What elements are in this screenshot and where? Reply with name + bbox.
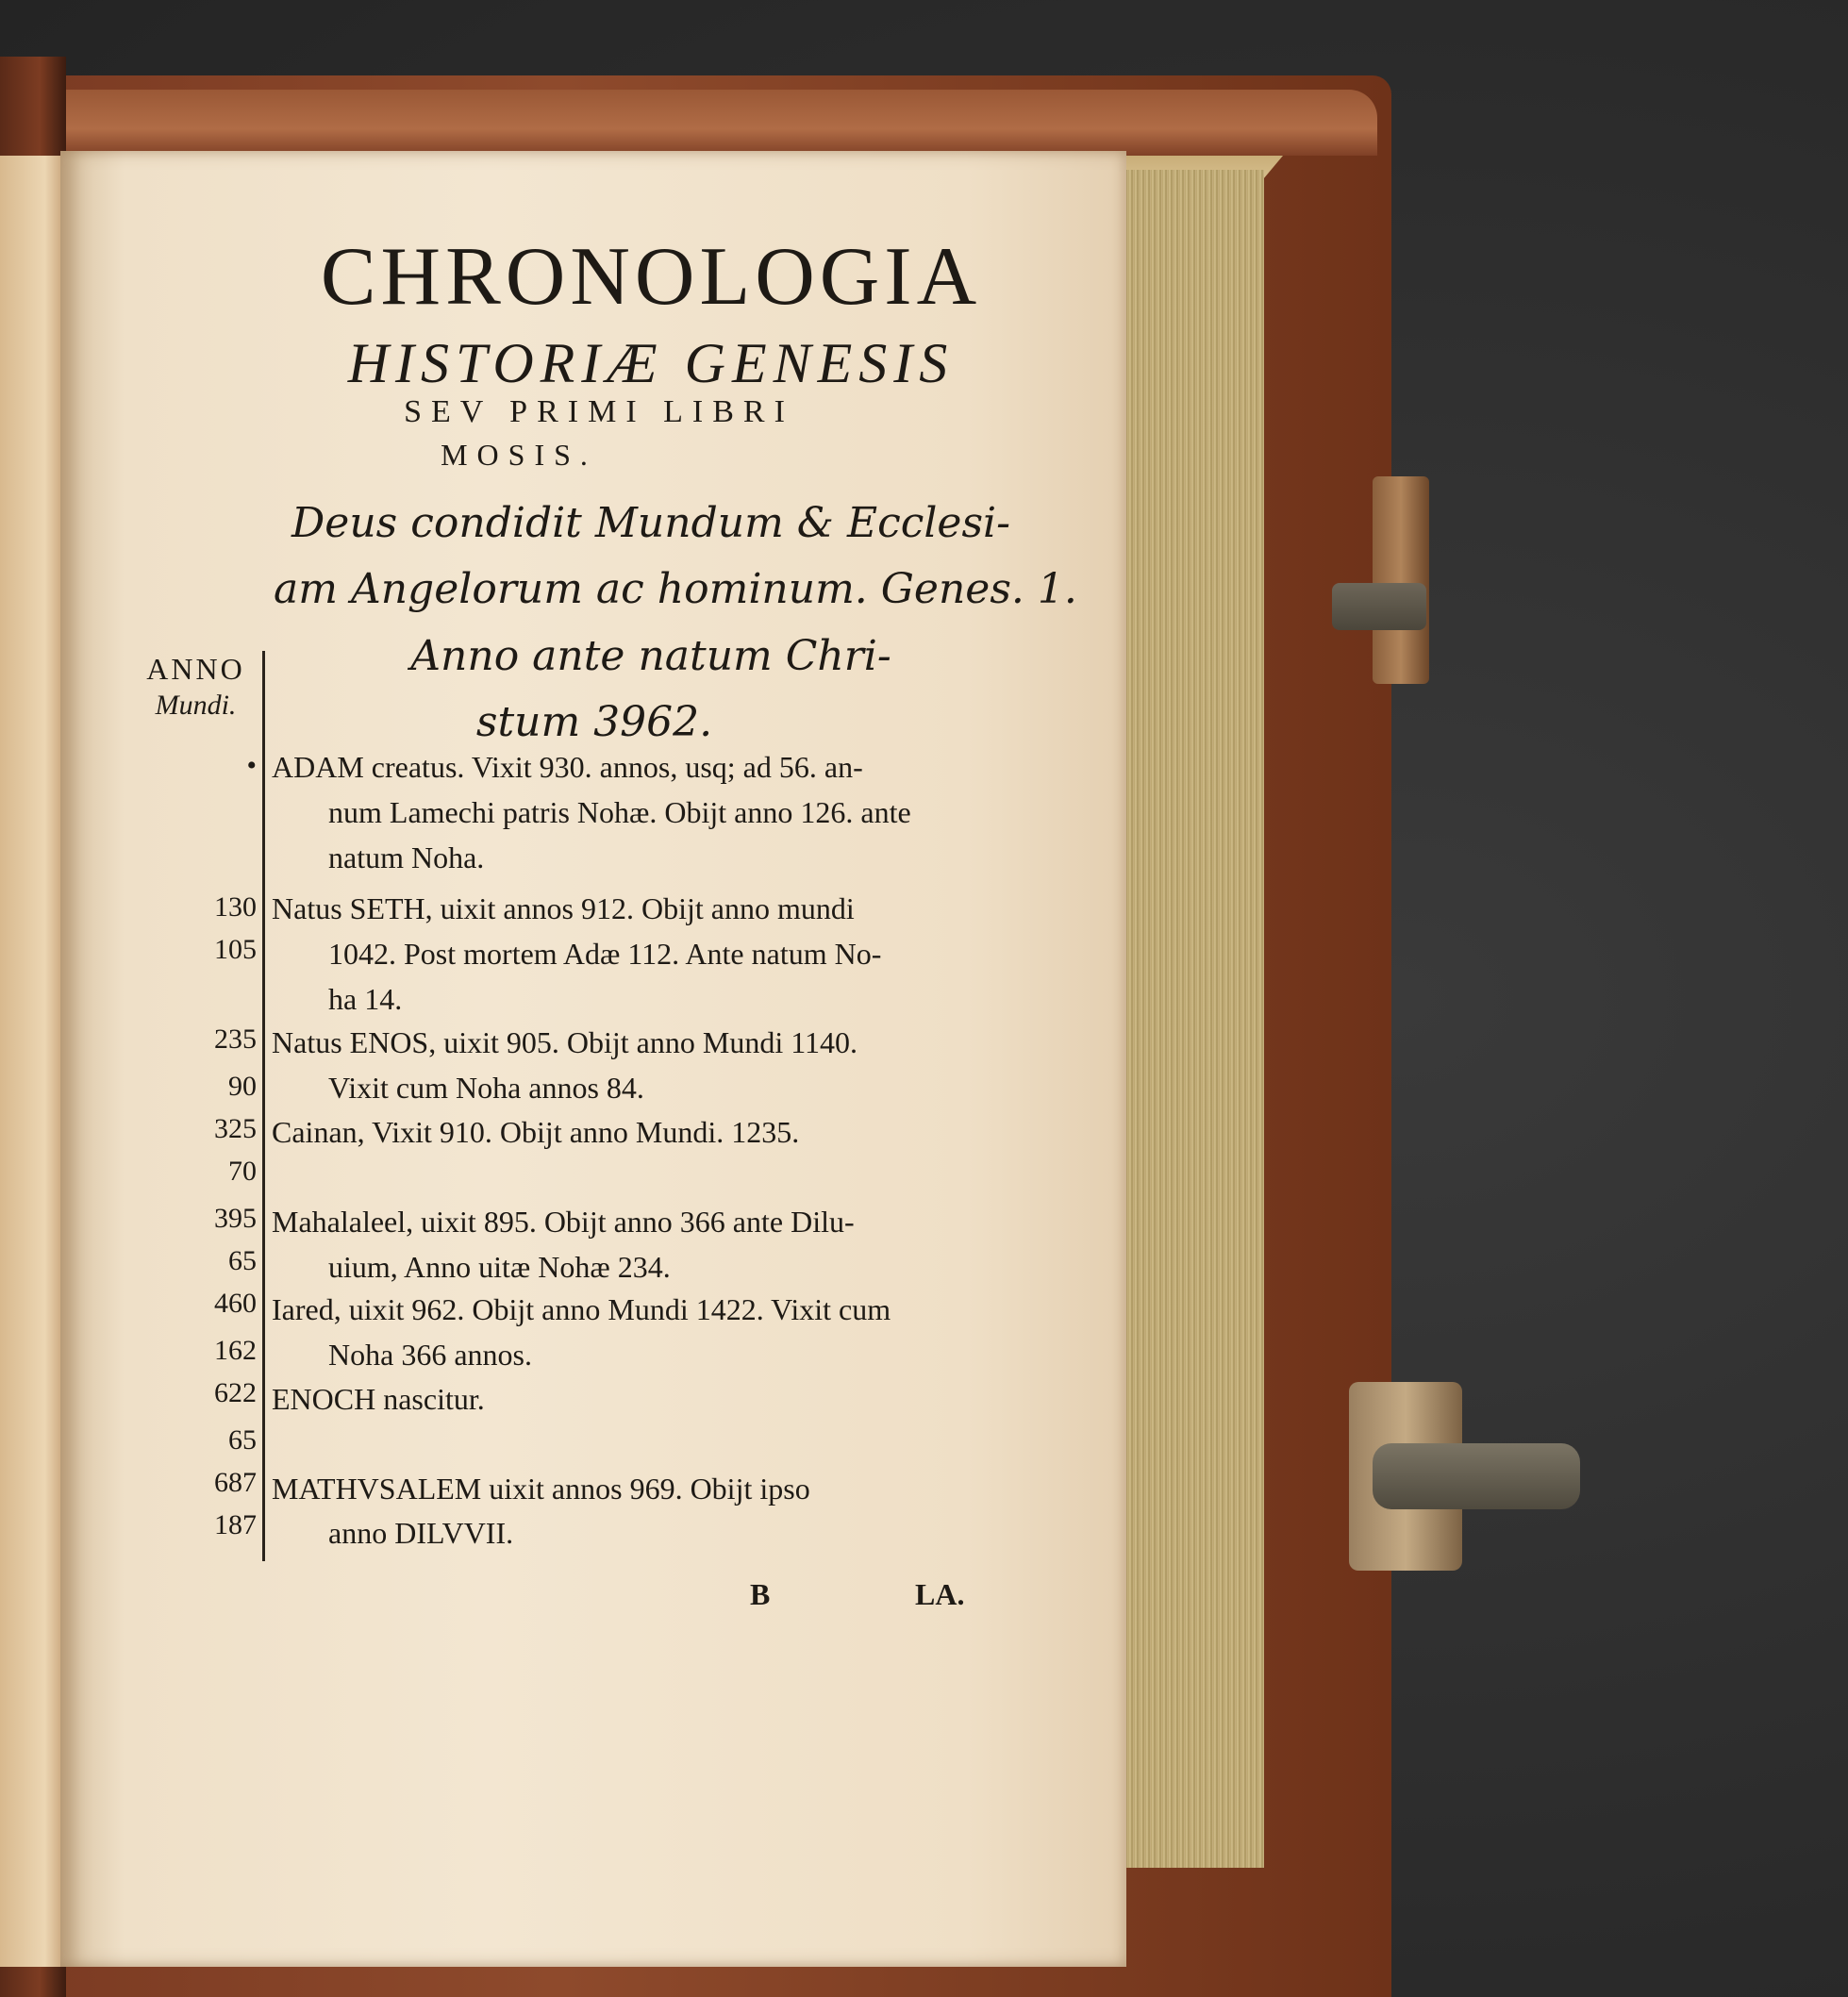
entry-line: Noha 366 annos. xyxy=(328,1338,532,1372)
year-value: 460 xyxy=(214,1288,257,1319)
dedication-line: Anno ante natum Chri- xyxy=(410,631,891,680)
catchword: LA. xyxy=(915,1577,965,1611)
entry-line: Natus SETH, uixit annos 912. Obijt anno mundi xyxy=(272,891,855,925)
entry-line: Vixit cum Noha annos 84. xyxy=(328,1071,644,1105)
title-line-3: SEV PRIMI LIBRI xyxy=(404,394,794,429)
lower-clasp xyxy=(1373,1443,1580,1509)
year-value: 395 xyxy=(214,1203,257,1234)
year-value: 162 xyxy=(214,1335,257,1366)
year-value: 65 xyxy=(228,1424,257,1456)
page-subtitle: HISTORIÆ GENESIS xyxy=(347,332,955,394)
dedication-line: stum 3962. xyxy=(475,698,713,747)
year-value: 622 xyxy=(214,1377,257,1408)
entry-line: Iared, uixit 962. Obijt anno Mundi 1422. Vixit cum xyxy=(272,1292,891,1326)
anno-label: ANNO xyxy=(146,652,245,686)
year-value: 687 xyxy=(214,1467,257,1498)
entry-line: 1042. Post mortem Adæ 112. Ante natum No- xyxy=(328,937,882,971)
year-value: • xyxy=(246,750,257,781)
book-cover-top-edge xyxy=(38,90,1377,156)
year-value: 130 xyxy=(214,891,257,923)
entry-line: num Lamechi patris Nohæ. Obijt anno 126. ante xyxy=(328,795,911,829)
anno-mundi-header xyxy=(132,651,259,724)
mundi-label: Mundi. xyxy=(155,690,237,722)
dedication-block xyxy=(274,491,1077,757)
year-value: 187 xyxy=(214,1509,257,1540)
entry-line: Cainan, Vixit 910. Obijt anno Mundi. 1235. xyxy=(272,1115,800,1149)
signature-mark: B xyxy=(750,1577,771,1611)
entry-line: ADAM creatus. Vixit 930. annos, usq; ad 56. an- xyxy=(272,750,863,784)
title-line-4: MOSIS. xyxy=(441,438,597,472)
entry-line: ha 14. xyxy=(328,982,403,1016)
entry-line: Natus ENOS, uixit 905. Obijt anno Mundi 1140. xyxy=(272,1025,858,1059)
page-title: CHRONOLOGIA xyxy=(320,231,982,323)
year-value: 90 xyxy=(228,1071,257,1102)
entry-line: MATHVSALEM uixit annos 969. Obijt ipso xyxy=(272,1472,810,1506)
year-value: 65 xyxy=(228,1245,257,1276)
entry-line: ENOCH nascitur. xyxy=(272,1382,485,1416)
left-page-edge xyxy=(0,156,64,1967)
year-value: 70 xyxy=(228,1156,257,1187)
dedication-line: Deus condidit Mundum & Ecclesi- xyxy=(291,499,1010,547)
year-value: 325 xyxy=(214,1113,257,1144)
upper-clasp-mount xyxy=(1373,476,1429,684)
upper-clasp xyxy=(1332,583,1426,630)
entry-line: Mahalaleel, uixit 895. Obijt anno 366 ante Dilu- xyxy=(272,1205,855,1239)
entry-line: uium, Anno uitæ Nohæ 234. xyxy=(328,1250,671,1284)
year-value: 105 xyxy=(214,934,257,965)
year-value: 235 xyxy=(214,1023,257,1055)
column-rule xyxy=(262,651,265,1561)
entry-line: natum Noha. xyxy=(328,840,485,874)
page-fore-edge xyxy=(1123,170,1264,1868)
entry-line: anno DILVVII. xyxy=(328,1516,514,1550)
dedication-line: am Angelorum ac hominum. Genes. 1. xyxy=(274,565,1077,614)
